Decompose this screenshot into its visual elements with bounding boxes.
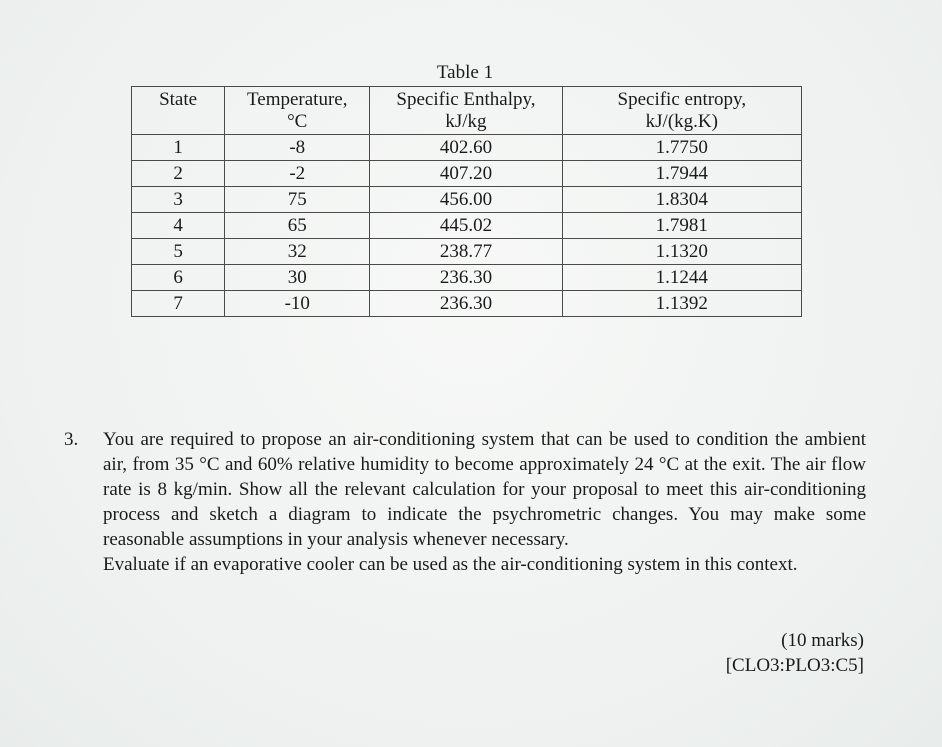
cell-temperature: -2 <box>225 161 370 187</box>
cell-state: 7 <box>132 291 225 317</box>
table-row <box>132 265 802 291</box>
cell-temperature: 75 <box>225 187 370 213</box>
marks-label: (10 marks) <box>781 630 864 651</box>
cell-enthalpy: 407.20 <box>370 161 562 187</box>
header-enthalpy-line1: Specific Enthalpy, <box>396 89 536 110</box>
cell-state: 2 <box>132 161 225 187</box>
table-row <box>132 291 802 317</box>
cell-enthalpy: 236.30 <box>370 265 562 291</box>
header-entropy-line1: Specific entropy, <box>617 89 747 110</box>
properties-table <box>131 86 802 317</box>
question-paragraph-2: Evaluate if an evaporative cooler can be used as the air-conditioning system in this context. <box>103 554 798 575</box>
clo-label: [CLO3:PLO3:C5] <box>725 655 864 676</box>
header-state-line1: State <box>159 89 198 110</box>
cell-entropy: 1.7750 <box>562 135 801 161</box>
question-block <box>64 427 866 577</box>
cell-enthalpy: 456.00 <box>370 187 562 213</box>
cell-enthalpy: 402.60 <box>370 135 562 161</box>
header-enthalpy-line2: kJ/kg <box>445 111 487 132</box>
cell-enthalpy: 236.30 <box>370 291 562 317</box>
cell-entropy: 1.7944 <box>562 161 801 187</box>
question-body <box>103 427 866 577</box>
cell-state: 5 <box>132 239 225 265</box>
cell-entropy: 1.1320 <box>562 239 801 265</box>
table-caption: Table 1 <box>436 62 494 83</box>
cell-temperature: 65 <box>225 213 370 239</box>
table-row <box>132 239 802 265</box>
marks-block <box>726 628 864 678</box>
cell-temperature: 32 <box>225 239 370 265</box>
cell-enthalpy: 445.02 <box>370 213 562 239</box>
question-number: 3. <box>64 429 79 450</box>
header-temperature-line2: °C <box>287 111 308 132</box>
cell-state: 1 <box>132 135 225 161</box>
table-row <box>132 213 802 239</box>
cell-state: 4 <box>132 213 225 239</box>
cell-state: 3 <box>132 187 225 213</box>
table-row <box>132 135 802 161</box>
cell-temperature: -10 <box>225 291 370 317</box>
cell-temperature: 30 <box>225 265 370 291</box>
table-header-row <box>132 87 802 135</box>
cell-entropy: 1.7981 <box>562 213 801 239</box>
cell-enthalpy: 238.77 <box>370 239 562 265</box>
header-enthalpy <box>370 87 562 135</box>
cell-entropy: 1.1392 <box>562 291 801 317</box>
header-state <box>132 87 225 135</box>
header-entropy <box>562 87 801 135</box>
question-paragraph-1: You are required to propose an air-conditioning system that can be used to condition the ambient air, from 35 °C and 60% relative humidity to become approximately 24 °C at the exit. The air flow rate is 8 kg/min. Show all the relevant calculation for your proposal to meet this air-conditioning process and sketch a diagram to indicate the psychrometric changes. You may make some reasonable assumptions in your analysis whenever necessary. <box>103 429 866 550</box>
cell-entropy: 1.1244 <box>562 265 801 291</box>
cell-state: 6 <box>132 265 225 291</box>
header-entropy-line2: kJ/(kg.K) <box>645 111 718 132</box>
cell-temperature: -8 <box>225 135 370 161</box>
table-row <box>132 187 802 213</box>
table-row <box>132 161 802 187</box>
header-temperature <box>225 87 370 135</box>
cell-entropy: 1.8304 <box>562 187 801 213</box>
header-temperature-line1: Temperature, <box>246 89 348 110</box>
